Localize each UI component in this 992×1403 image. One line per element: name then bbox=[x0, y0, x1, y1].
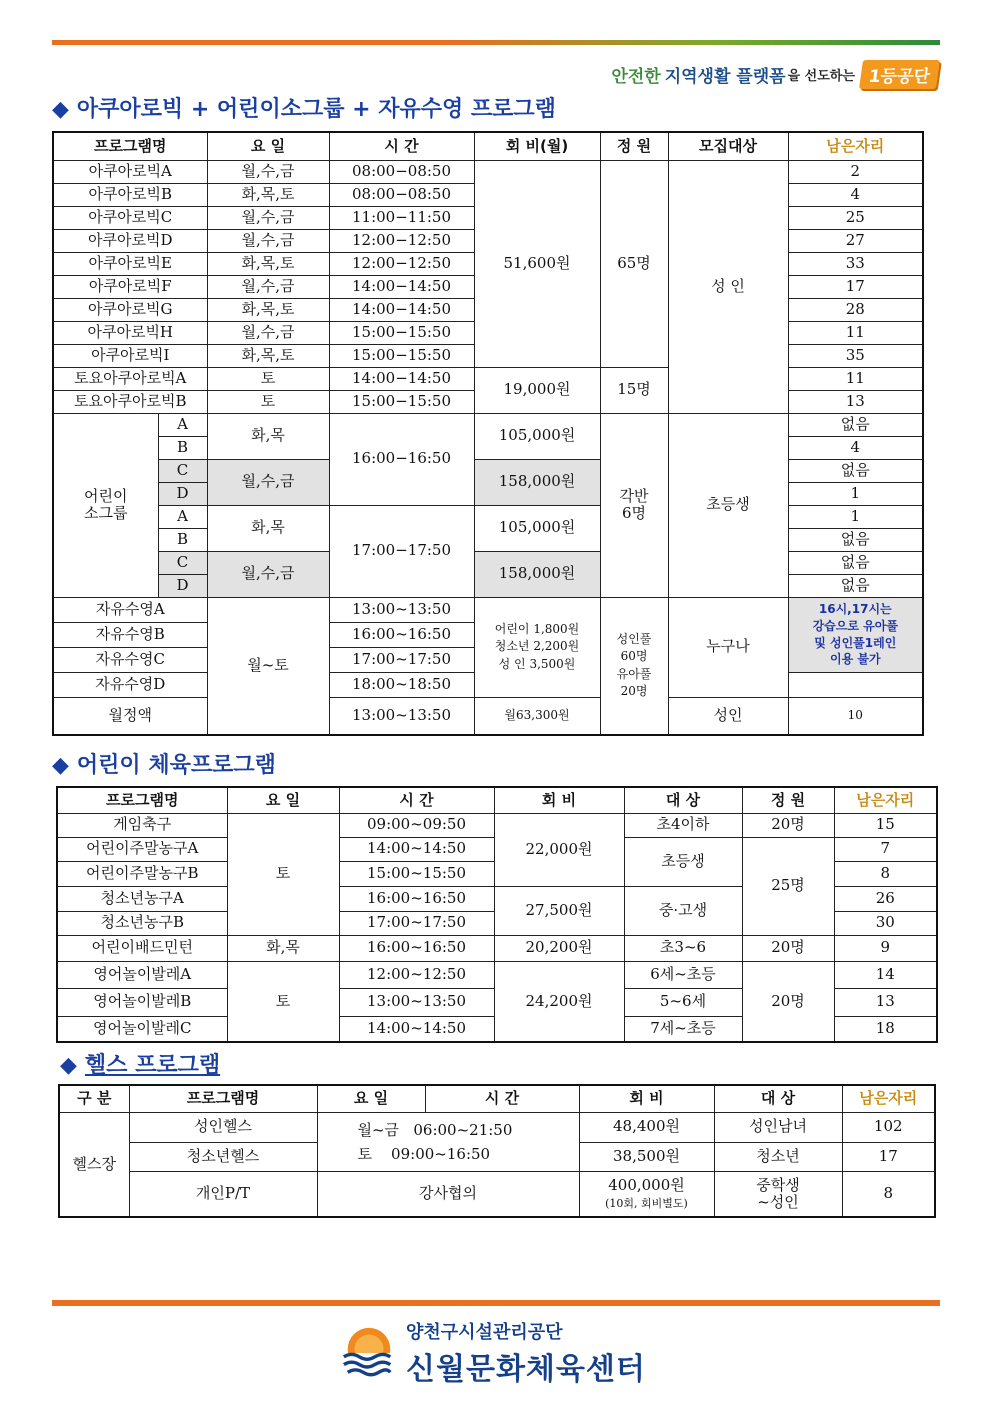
slogan-part3: 을 선도하는 bbox=[787, 68, 855, 84]
table-row: 토요아쿠아로빅B 토 15:00−15:50 13 bbox=[53, 390, 923, 413]
diamond-icon: ◆ bbox=[52, 97, 69, 122]
table-row: 아쿠아로빅D 월,수,금 12:00−12:50 27 bbox=[53, 229, 923, 252]
table-row: 아쿠아로빅E 화,목,토 12:00−12:50 33 bbox=[53, 252, 923, 275]
table-row: 아쿠아로빅A 월,수,금 08:00−08:50 51,600원 65명 성 인 2 bbox=[53, 160, 923, 183]
table-row: B 4 bbox=[53, 436, 923, 459]
table-row: D 없음 bbox=[53, 574, 923, 597]
slogan-part2: 지역생활 플랫폼 bbox=[664, 66, 786, 87]
slogan-part1: 안전한 bbox=[611, 66, 661, 87]
slogan-badge: 1등공단 bbox=[859, 60, 940, 89]
table-row: 자유수영A 월~토 13:00~13:50 어린이 1,800원 청소년 2,200원 성 인 3,500원 성인풀 60명 유아풀 20명 누구나 16시,17시는 강습으로 유아풀 및 성인풀1레인 이용 불가 bbox=[53, 597, 923, 622]
kids-sports-table bbox=[56, 786, 938, 1043]
section3-title: ◆ 헬스 프로그램 bbox=[60, 1053, 221, 1078]
footer-logo bbox=[340, 1318, 646, 1388]
aqua-table bbox=[52, 131, 924, 736]
table-row: 개인P/T 강사협의 400,000원 (10회, 회비별도) 중학생 ~성인 8 bbox=[59, 1171, 935, 1217]
table-row: 월정액 13:00~13:50 월63,300원 성인 10 bbox=[53, 697, 923, 735]
table-row: 어린이주말농구A 14:00~14:50 초등생 25명 7 bbox=[57, 837, 937, 861]
center-name: 신월문화체육센터 bbox=[406, 1352, 646, 1387]
table-row: 아쿠아로빅H 월,수,금 15:00−15:50 11 bbox=[53, 321, 923, 344]
table-row: 토요아쿠아로빅A 토 14:00−14:50 19,000원 15명 11 bbox=[53, 367, 923, 390]
health-table bbox=[58, 1084, 936, 1218]
table-row: 아쿠아로빅I 화,목,토 15:00−15:50 35 bbox=[53, 344, 923, 367]
table-row: 영어놀이발레B 13:00~13:50 5~6세 13 bbox=[57, 988, 937, 1016]
table-row: 영어놀이발레A 토 12:00~12:50 24,200원 6세~초등 20명 14 bbox=[57, 961, 937, 988]
table-row: A 화,목 17:00−17:50 105,000원 1 bbox=[53, 505, 923, 528]
slogan bbox=[611, 58, 938, 90]
table-row: 어린이배드민턴 화,목 16:00~16:50 20,200원 초3~6 20명 9 bbox=[57, 935, 937, 961]
table-row: 영어놀이발레C 14:00~14:50 7세~초등 18 bbox=[57, 1016, 937, 1042]
table-header: 구 분 프로그램명 요 일 시 간 회 비 대 상 남은자리 bbox=[59, 1085, 935, 1112]
section2-title: ◆ 어린이 체육프로그램 bbox=[52, 753, 276, 778]
table-row: 아쿠아로빅C 월,수,금 11:00−11:50 25 bbox=[53, 206, 923, 229]
table-row: 아쿠아로빅G 화,목,토 14:00−14:50 28 bbox=[53, 298, 923, 321]
table-row: 어린이주말농구B 15:00~15:50 8 bbox=[57, 861, 937, 886]
table-row: D 1 bbox=[53, 482, 923, 505]
table-row: 자유수영C 17:00~17:50 bbox=[53, 647, 923, 672]
table-row: C 월,수,금 158,000원 없음 bbox=[53, 551, 923, 574]
notice-box: 16시,17시는 강습으로 유아풀 및 성인풀1레인 이용 불가 bbox=[788, 597, 923, 672]
table-header: 프로그램명 요 일 시 간 회 비(월) 정 원 모집대상 남은자리 bbox=[53, 132, 923, 160]
table-row: 자유수영D 18:00~18:50 bbox=[53, 672, 923, 697]
table-row: 청소년농구A 16:00~16:50 27,500원 중·고생 26 bbox=[57, 886, 937, 911]
table-row: 게임축구 토 09:00~09:50 22,000원 초4이하 20명 15 bbox=[57, 813, 937, 837]
table-row: 어린이 소그룹 A 화,목 16:00−16:50 105,000원 각반 6명 초등생 없음 bbox=[53, 413, 923, 436]
table-row: 청소년농구B 17:00~17:50 30 bbox=[57, 911, 937, 935]
table-row: 자유수영B 16:00~16:50 bbox=[53, 622, 923, 647]
table-header: 프로그램명 요 일 시 간 회 비 대 상 정 원 남은자리 bbox=[57, 787, 937, 813]
top-divider bbox=[52, 40, 940, 45]
table-row: 아쿠아로빅B 화,목,토 08:00−08:50 4 bbox=[53, 183, 923, 206]
sun-wave-icon bbox=[340, 1324, 398, 1382]
table-row: B 없음 bbox=[53, 528, 923, 551]
section1-title: ◆ 아쿠아로빅 + 어린이소그룹 + 자유수영 프로그램 bbox=[52, 97, 556, 122]
diamond-icon: ◆ bbox=[52, 753, 69, 778]
table-row: C 월,수,금 158,000원 없음 bbox=[53, 459, 923, 482]
bottom-divider bbox=[52, 1300, 940, 1306]
table-row: 아쿠아로빅F 월,수,금 14:00−14:50 17 bbox=[53, 275, 923, 298]
table-row: 헬스장 성인헬스 월~금 06:00~21:50 토 09:00~16:50 48,400원 성인남녀 102 bbox=[59, 1112, 935, 1142]
table-row: 청소년헬스 38,500원 청소년 17 bbox=[59, 1142, 935, 1171]
diamond-icon: ◆ bbox=[60, 1053, 77, 1078]
org-name: 양천구시설관리공단 bbox=[406, 1322, 563, 1343]
